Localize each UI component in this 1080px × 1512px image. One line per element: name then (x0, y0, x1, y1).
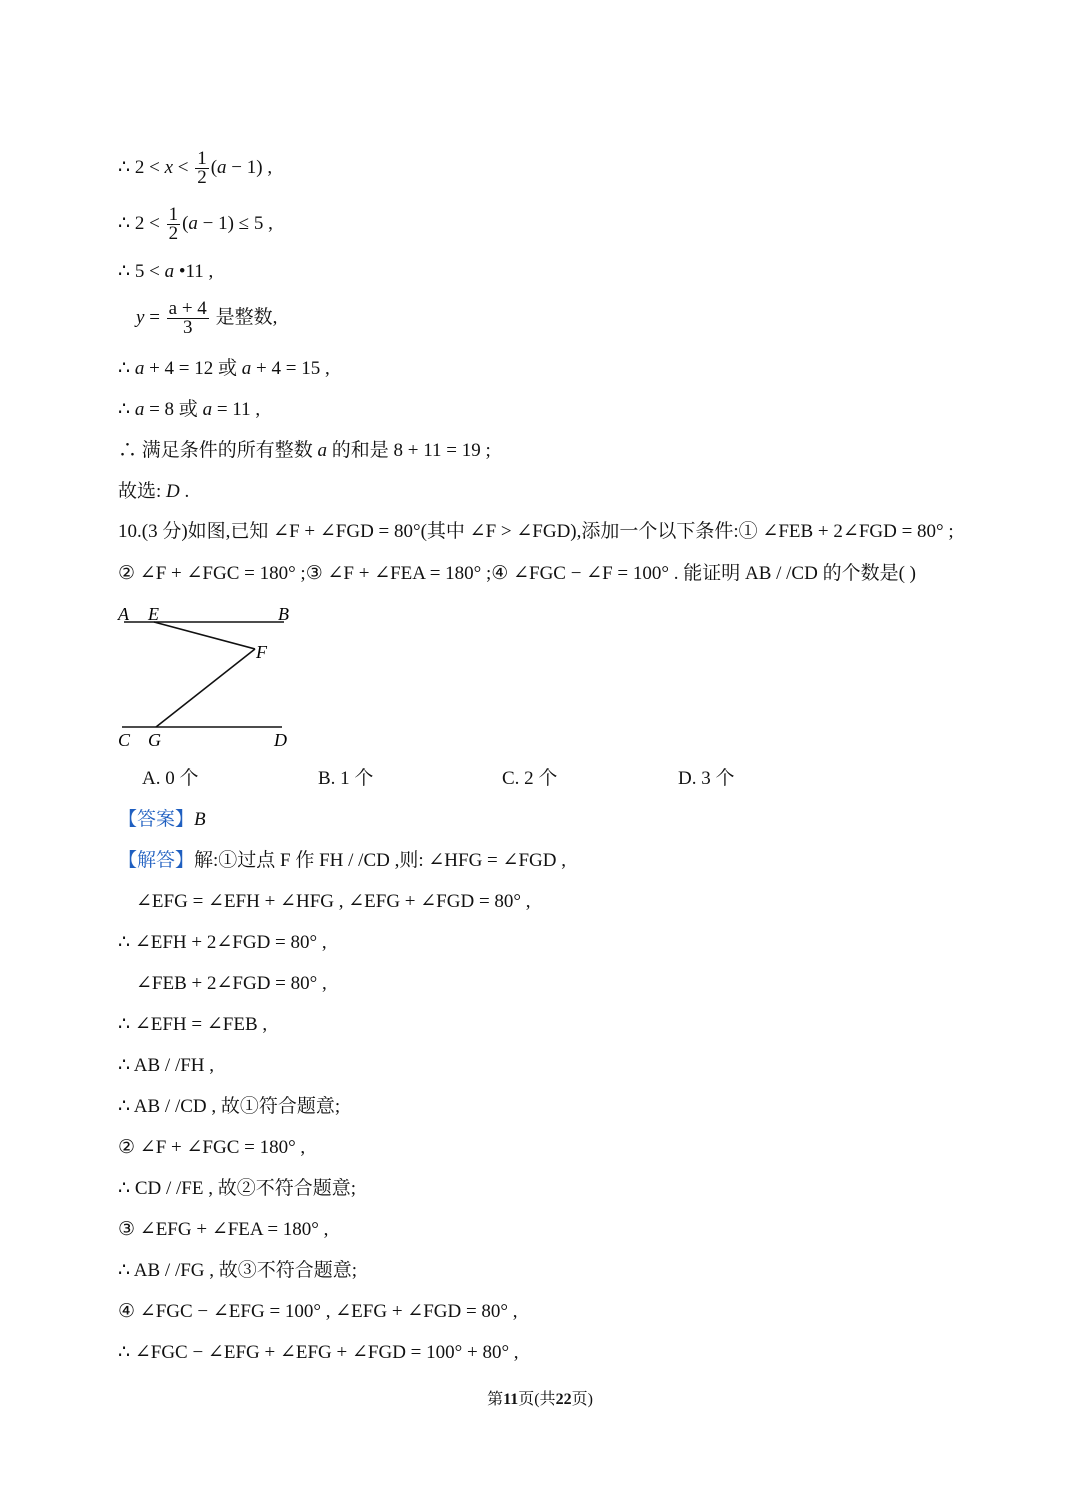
step-a-range (118, 260, 213, 284)
solution-line-6: ∴ AB / /FH , (118, 1055, 215, 1076)
text: ∴ 2 < (118, 212, 165, 234)
var-a: a (164, 261, 175, 282)
fraction-half (195, 150, 209, 187)
var-a: a (134, 358, 145, 379)
solution-line-4: ∠FEB + 2∠FGD = 80° , (136, 973, 327, 994)
solution-line-7: ∴ AB / /CD , 故①符合题意; (118, 1096, 341, 1117)
footer-text: 页) (571, 1391, 593, 1408)
text: ∴ (118, 358, 135, 379)
solution-line-10: ③ ∠EFG + ∠FEA = 180° , (118, 1219, 329, 1240)
label-a: A (118, 604, 129, 624)
answer-label: 【答案】 (118, 809, 195, 830)
text: − 1) , (226, 156, 273, 178)
segment-fg (156, 649, 255, 727)
var-a: a (241, 358, 252, 379)
var-a: a (134, 399, 145, 420)
text: = 11 , (212, 399, 261, 420)
fraction-a-plus-4-over-3 (167, 300, 209, 337)
text: + 4 = 15 , (251, 358, 330, 379)
solution-line-12: ④ ∠FGC − ∠EFG = 100° , ∠EFG + ∠FGD = 80° , (118, 1301, 518, 1322)
var-y: y (136, 306, 145, 328)
text: = (144, 306, 165, 328)
page-footer (0, 1386, 1080, 1409)
denominator: 2 (168, 223, 179, 244)
option-b: B. 1 个 (318, 768, 374, 789)
geometry-figure (112, 600, 312, 752)
step-sum (118, 439, 491, 463)
text: ∴ 满足条件的所有整数 (118, 440, 318, 461)
footer-text: 页(共 (518, 1391, 556, 1408)
solution-text: 解:①过点 F 作 FH / /CD ,则: ∠HFG = ∠FGD , (194, 850, 566, 871)
label-e: E (148, 604, 159, 624)
var-x: x (164, 156, 173, 178)
solution-line-11: ∴ AB / /FG , 故③不符合题意; (118, 1260, 358, 1281)
text: ( (210, 156, 218, 178)
var-a: a (188, 212, 198, 234)
answer-line (118, 808, 206, 832)
text: − 1) ≤ 5 , (197, 212, 273, 234)
option-d: D. 3 个 (678, 768, 735, 789)
text: ( (182, 212, 189, 234)
step-y-integer (136, 300, 277, 337)
text: ∴ 5 < (118, 261, 165, 282)
total-pages: 22 (555, 1391, 572, 1408)
numerator: a + 4 (168, 298, 207, 319)
solution-line-1 (118, 849, 566, 873)
label-f: F (256, 642, 267, 662)
label-d: D (274, 730, 287, 750)
label-b: B (278, 604, 289, 624)
text: . (179, 481, 190, 502)
label-g: G (148, 730, 161, 750)
text: 故选: (118, 481, 167, 502)
var-a: a (202, 399, 213, 420)
text: + 4 = 12 或 (144, 358, 242, 379)
text: < (173, 156, 194, 178)
segment-ef (154, 622, 255, 649)
var-a: a (217, 156, 227, 178)
choice-letter: D (166, 481, 180, 502)
text: = 8 或 (144, 399, 203, 420)
numerator: 1 (197, 148, 207, 169)
question-10-line-1: 10.(3 分)如图,已知 ∠F + ∠FGD = 80°(其中 ∠F > ∠FGD),添加一个以下条件:① ∠FEB + 2∠FGD = 80° ; (118, 521, 954, 542)
solution-label: 【解答】 (118, 850, 195, 871)
page-number: 11 (503, 1391, 519, 1408)
solution-line-13: ∴ ∠FGC − ∠EFG + ∠EFG + ∠FGD = 100° + 80° , (118, 1342, 519, 1363)
fraction-half (167, 206, 181, 243)
text: ∴ 2 < (118, 156, 165, 178)
solution-line-2: ∠EFG = ∠EFH + ∠HFG , ∠EFG + ∠FGD = 80° , (136, 891, 531, 912)
step-a-values (118, 398, 260, 422)
option-c: C. 2 个 (502, 768, 558, 789)
text: 是整数, (210, 306, 278, 328)
step-choice (118, 480, 189, 504)
solution-line-9: ∴ CD / /FE , 故②不符合题意; (118, 1178, 356, 1199)
solution-line-3: ∴ ∠EFH + 2∠FGD = 80° , (118, 932, 327, 953)
denominator: 2 (197, 167, 207, 188)
step-bound (118, 206, 273, 243)
text: ∴ (118, 399, 135, 420)
question-10-line-2: ② ∠F + ∠FGC = 180° ;③ ∠F + ∠FEA = 180° ;④ ∠FGC − ∠F = 100° . 能证明 AB / /CD 的个数是( ) (118, 563, 916, 584)
numerator: 1 (168, 204, 179, 225)
denominator: 3 (182, 317, 193, 338)
solution-line-5: ∴ ∠EFH = ∠FEB , (118, 1014, 268, 1035)
var-a: a (317, 440, 328, 461)
text: 的和是 8 + 11 = 19 ; (327, 440, 491, 461)
step-cases (118, 357, 330, 381)
answer-value: B (194, 809, 206, 830)
footer-text: 第 (487, 1391, 504, 1408)
label-c: C (118, 730, 131, 750)
option-a: A. 0 个 (142, 768, 199, 789)
text: •11 , (174, 261, 214, 282)
step-x-range (118, 150, 272, 187)
solution-line-8: ② ∠F + ∠FGC = 180° , (118, 1137, 306, 1158)
